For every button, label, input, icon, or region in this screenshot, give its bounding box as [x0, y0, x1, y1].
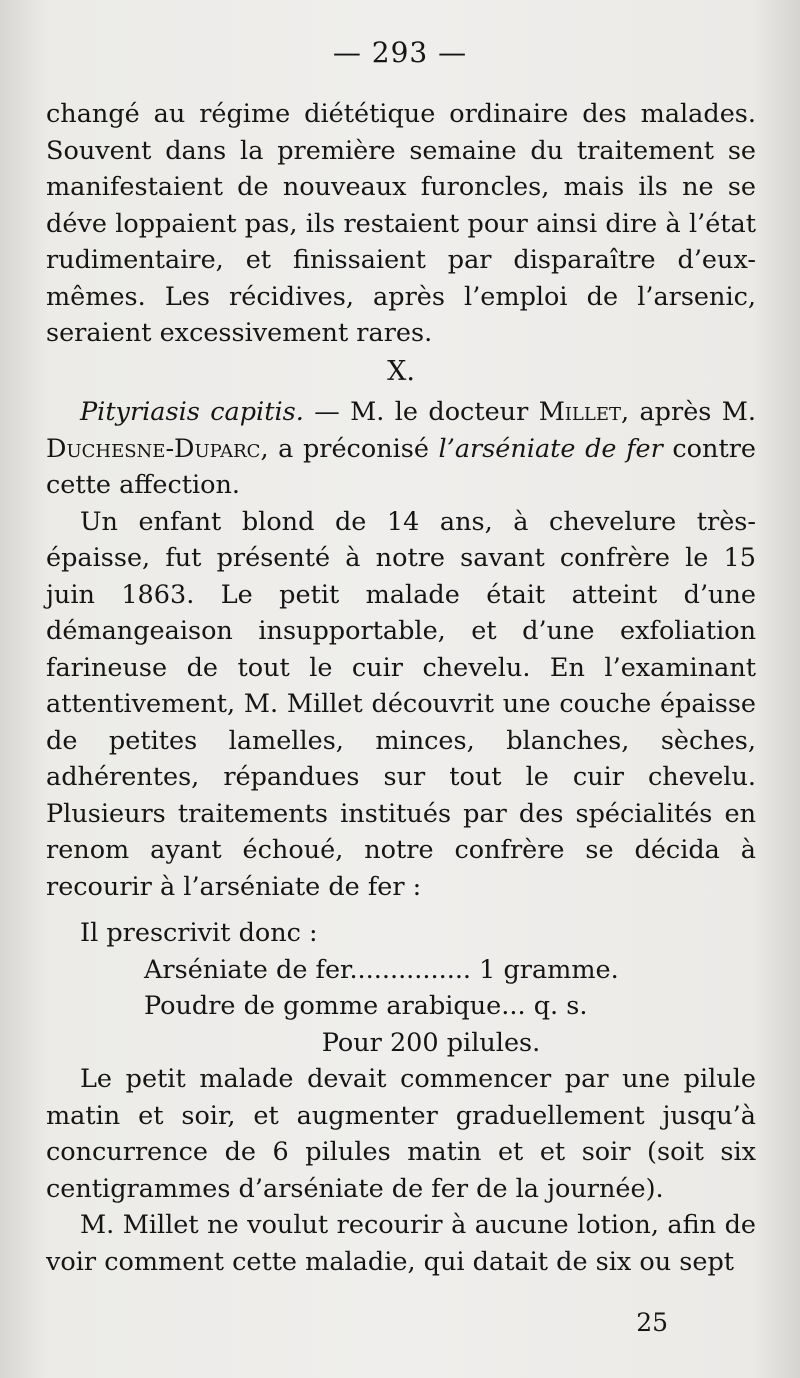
text-fragment: contre cette affection.	[46, 433, 756, 500]
section-heading: X.	[387, 355, 415, 387]
text-fragment: l’	[438, 433, 455, 464]
text-fragment: , après M.	[620, 397, 756, 427]
author-name-duchesne-duparc: Duchesne-Duparc	[46, 433, 261, 464]
prescription-line-3: Pour 200 pilules.	[321, 1027, 541, 1058]
disease-title: Pityriasis capitis.	[80, 397, 304, 427]
page-number: — 293 —	[332, 36, 468, 69]
paragraph-lotion: M. Millet ne voulut recourir à aucune lotion, afin de voir comment cette maladie, qui datait de six ou sept	[46, 1210, 756, 1277]
text-fragment: — M. le docteur	[303, 397, 539, 427]
spacer	[46, 905, 756, 915]
text-fragment: , a préconisé	[260, 433, 439, 464]
paragraph-continuation: changé au régime diététique ordinaire des malades. Souvent dans la première semaine du traitement se manifestaient de nouveaux furoncles, mais ils ne se déve loppaient pas, ils restaient pour ainsi dire à l’état rudimentaire, et finissaient par disparaître d’eux-mêmes. Les récidives, après l’emploi de l’arsenic, seraient excessivement rares.	[46, 99, 756, 348]
prescription-intro: Il prescrivit donc :	[80, 918, 318, 948]
remedy-name: arséniate de fer	[454, 433, 663, 464]
paragraph-dosage: Le petit malade devait commencer par une pilule matin et soir, et augmenter graduellement jusqu’à concurrence de 6 pilules matin et et soir (soit six centigrammes d’arséniate de fer de la journée).	[46, 1064, 756, 1204]
author-name-millet: Millet	[538, 397, 621, 427]
page-body	[46, 96, 756, 1280]
signature-mark: 25	[636, 1308, 668, 1337]
prescription-line-2: Poudre de gomme arabique... q. s.	[144, 991, 588, 1021]
paragraph-case: Un enfant blond de 14 ans, à chevelure très-épaisse, fut présenté à notre savant confrère le 15 juin 1863. Le petit malade était atteint d’une démangeaison insupportable, et d’une exfoliation farineuse de tout le cuir chevelu. En l’examinant attentivement, M. Millet découvrit une couche épaisse de petites lamelles, minces, blanches, sèches, adhérentes, répandues sur tout le cuir chevelu. Plusieurs traitements institués par des spécialités en renom ayant échoué, notre confrère se décida à recourir à l’arséniate de fer :	[46, 506, 756, 902]
paragraph-pityriasis	[46, 394, 756, 504]
prescription-line-1: Arséniate de fer............... 1 gramme.	[144, 954, 619, 985]
